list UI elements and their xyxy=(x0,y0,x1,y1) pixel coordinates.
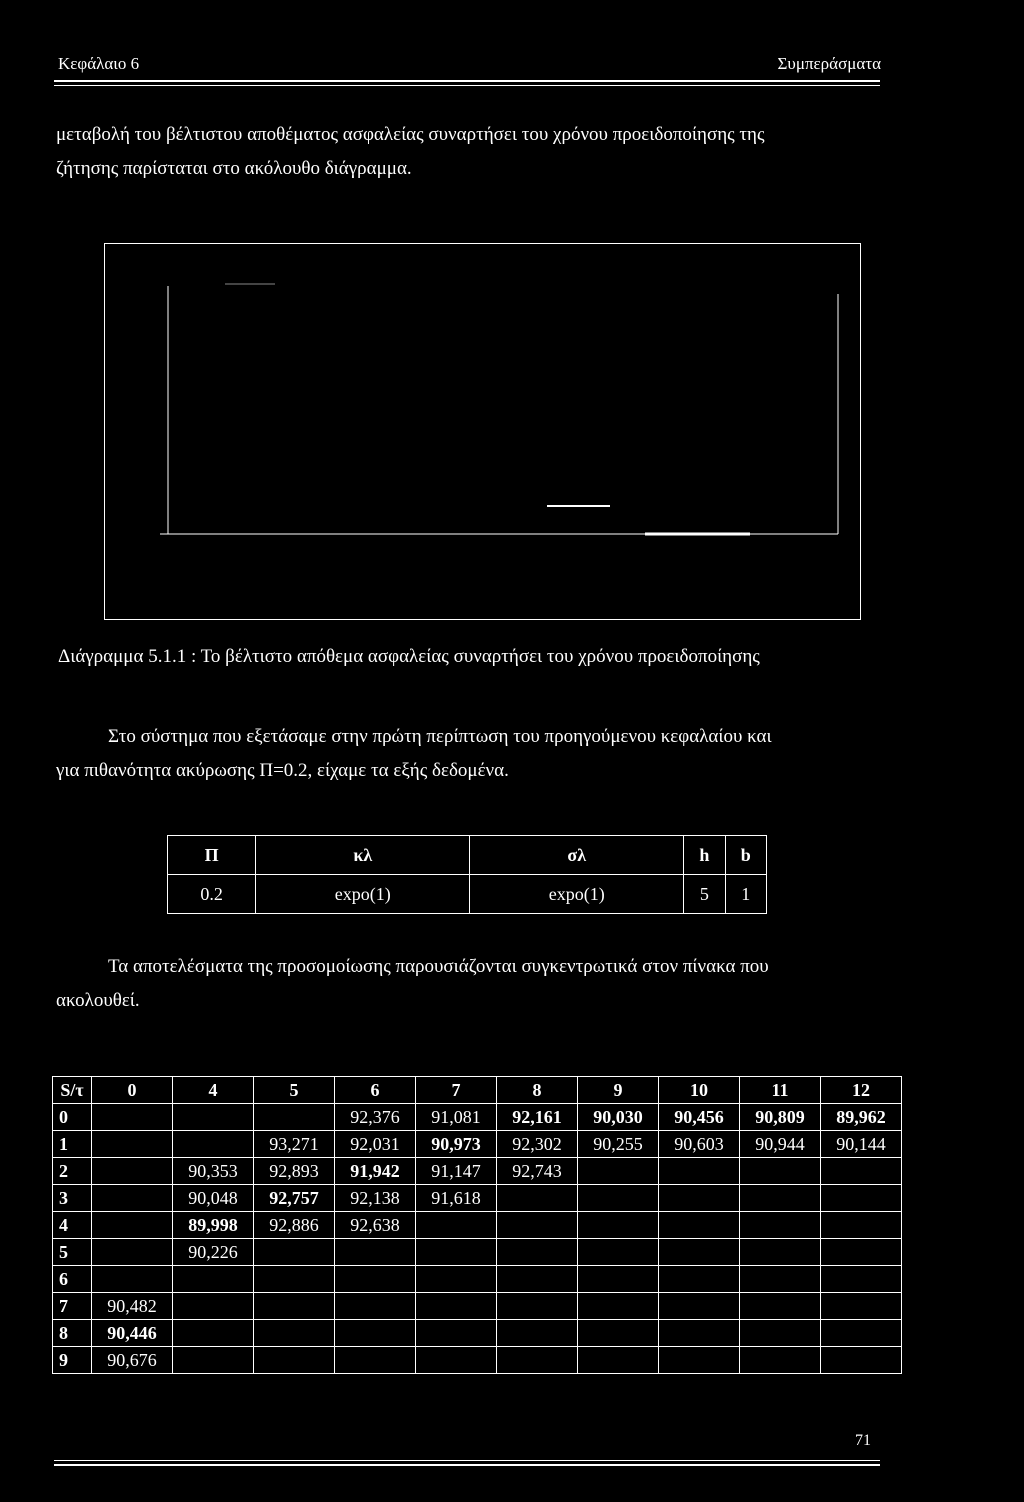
table-cell xyxy=(91,1104,172,1131)
table-cell xyxy=(577,1185,658,1212)
params-header: κλ xyxy=(256,836,470,875)
table-cell xyxy=(577,1158,658,1185)
table-cell xyxy=(496,1266,577,1293)
table-row xyxy=(53,1239,902,1266)
table-cell: 89,998 xyxy=(172,1212,253,1239)
table-cell xyxy=(739,1212,820,1239)
results-header-cell: 9 xyxy=(577,1077,658,1104)
table-cell: 90,482 xyxy=(91,1293,172,1320)
table-cell: 90,226 xyxy=(172,1239,253,1266)
table-cell: 92,757 xyxy=(253,1185,334,1212)
table-cell: 90,676 xyxy=(91,1347,172,1374)
table-cell: 91,147 xyxy=(415,1158,496,1185)
table-cell: 91,618 xyxy=(415,1185,496,1212)
table-cell: 90,144 xyxy=(820,1131,901,1158)
chart-image xyxy=(105,244,862,621)
row-label: 0 xyxy=(53,1104,92,1131)
results-header-cell: 4 xyxy=(172,1077,253,1104)
table-cell: 90,944 xyxy=(739,1131,820,1158)
table-cell xyxy=(496,1320,577,1347)
table-cell xyxy=(658,1239,739,1266)
table-cell xyxy=(415,1293,496,1320)
chapter-header: Κεφάλαιο 6 xyxy=(58,54,140,73)
table-cell: 91,081 xyxy=(415,1104,496,1131)
row-label: 8 xyxy=(53,1320,92,1347)
table-cell xyxy=(91,1239,172,1266)
para3-line-2: ακολουθεί. xyxy=(56,990,140,1011)
table-cell xyxy=(91,1185,172,1212)
table-cell xyxy=(415,1347,496,1374)
table-cell xyxy=(91,1212,172,1239)
row-label: 3 xyxy=(53,1185,92,1212)
results-header-cell: 8 xyxy=(496,1077,577,1104)
table-cell xyxy=(739,1266,820,1293)
row-label: 2 xyxy=(53,1158,92,1185)
params-header: σλ xyxy=(470,836,684,875)
params-value: expo(1) xyxy=(470,875,684,914)
table-cell: 92,302 xyxy=(496,1131,577,1158)
table-cell xyxy=(577,1266,658,1293)
table-cell xyxy=(253,1320,334,1347)
table-cell xyxy=(820,1239,901,1266)
table-cell xyxy=(658,1347,739,1374)
intro-line-1: μεταβολή του βέλτιστου αποθέματος ασφαλείας συναρτήσει του χρόνου προειδοποίησης της xyxy=(56,124,765,145)
results-header-cell: 10 xyxy=(658,1077,739,1104)
table-cell xyxy=(172,1266,253,1293)
para3-line-1: Τα αποτελέσματα της προσομοίωσης παρουσιάζονται συγκεντρωτικά στον πίνακα που xyxy=(108,956,769,977)
table-cell xyxy=(739,1239,820,1266)
table-cell xyxy=(496,1347,577,1374)
table-cell xyxy=(91,1266,172,1293)
table-cell xyxy=(415,1212,496,1239)
table-cell xyxy=(658,1293,739,1320)
table-cell xyxy=(253,1347,334,1374)
results-header-cell: 0 xyxy=(91,1077,172,1104)
table-cell: 90,048 xyxy=(172,1185,253,1212)
results-header-cell: S/τ xyxy=(53,1077,92,1104)
table-row xyxy=(53,1293,902,1320)
table-cell xyxy=(496,1212,577,1239)
table-cell xyxy=(820,1347,901,1374)
table-cell xyxy=(334,1239,415,1266)
table-cell xyxy=(334,1293,415,1320)
table-cell xyxy=(739,1320,820,1347)
results-header-row xyxy=(53,1077,902,1104)
table-cell xyxy=(334,1320,415,1347)
table-cell xyxy=(820,1266,901,1293)
table-cell xyxy=(172,1320,253,1347)
table-cell xyxy=(415,1239,496,1266)
table-row xyxy=(53,1320,902,1347)
table-cell: 90,446 xyxy=(91,1320,172,1347)
para2-line-2: για πιθανότητα ακύρωσης Π=0.2, είχαμε τα εξής δεδομένα. xyxy=(56,760,509,781)
table-cell: 90,456 xyxy=(658,1104,739,1131)
table-cell: 89,962 xyxy=(820,1104,901,1131)
table-cell: 92,161 xyxy=(496,1104,577,1131)
page-number: 71 xyxy=(855,1432,871,1449)
table-cell xyxy=(334,1266,415,1293)
table-cell: 90,353 xyxy=(172,1158,253,1185)
params-header: b xyxy=(725,836,766,875)
table-cell xyxy=(172,1347,253,1374)
results-header-cell: 11 xyxy=(739,1077,820,1104)
table-cell: 90,809 xyxy=(739,1104,820,1131)
chart-frame xyxy=(104,243,861,620)
table-row xyxy=(53,1185,902,1212)
params-header: h xyxy=(684,836,725,875)
table-cell xyxy=(172,1104,253,1131)
table-cell xyxy=(91,1158,172,1185)
table-cell: 90,030 xyxy=(577,1104,658,1131)
results-header-cell: 12 xyxy=(820,1077,901,1104)
header-rule xyxy=(54,80,880,82)
para2-line-1: Στο σύστημα που εξετάσαμε στην πρώτη περίπτωση του προηγούμενου κεφαλαίου και xyxy=(108,726,772,747)
table-row xyxy=(53,1266,902,1293)
chart-caption: Διάγραμμα 5.1.1 : Το βέλτιστο απόθεμα ασφαλείας συναρτήσει του χρόνου προειδοποίησης xyxy=(58,646,760,667)
table-cell xyxy=(91,1131,172,1158)
footer-rule-thin xyxy=(54,1460,880,1461)
table-row xyxy=(53,1347,902,1374)
table-cell xyxy=(739,1158,820,1185)
footer-rule xyxy=(54,1464,880,1466)
results-header-cell: 7 xyxy=(415,1077,496,1104)
table-cell xyxy=(820,1293,901,1320)
results-header-cell: 6 xyxy=(334,1077,415,1104)
table-cell xyxy=(739,1293,820,1320)
table-cell xyxy=(658,1158,739,1185)
table-cell xyxy=(577,1239,658,1266)
table-cell xyxy=(658,1266,739,1293)
table-cell xyxy=(577,1212,658,1239)
table-cell: 90,973 xyxy=(415,1131,496,1158)
params-header-row xyxy=(168,836,767,875)
table-cell: 92,893 xyxy=(253,1158,334,1185)
results-table xyxy=(52,1076,902,1374)
table-cell: 90,603 xyxy=(658,1131,739,1158)
table-cell xyxy=(253,1239,334,1266)
row-label: 4 xyxy=(53,1212,92,1239)
table-cell xyxy=(820,1158,901,1185)
results-header-cell: 5 xyxy=(253,1077,334,1104)
table-cell: 91,942 xyxy=(334,1158,415,1185)
table-row xyxy=(53,1104,902,1131)
table-cell: 92,138 xyxy=(334,1185,415,1212)
row-label: 7 xyxy=(53,1293,92,1320)
table-cell: 92,886 xyxy=(253,1212,334,1239)
table-cell xyxy=(496,1239,577,1266)
table-cell xyxy=(253,1266,334,1293)
params-value-row xyxy=(168,875,767,914)
intro-line-2: ζήτησης παρίσταται στο ακόλουθο διάγραμμα. xyxy=(56,158,412,179)
table-cell xyxy=(820,1185,901,1212)
table-cell xyxy=(658,1185,739,1212)
table-cell xyxy=(253,1293,334,1320)
section-header: Συμπεράσματα xyxy=(777,54,881,73)
table-cell xyxy=(658,1212,739,1239)
row-label: 5 xyxy=(53,1239,92,1266)
table-cell xyxy=(577,1347,658,1374)
table-cell: 92,031 xyxy=(334,1131,415,1158)
row-label: 6 xyxy=(53,1266,92,1293)
table-cell xyxy=(334,1347,415,1374)
table-cell xyxy=(739,1185,820,1212)
table-cell xyxy=(820,1212,901,1239)
params-value: 1 xyxy=(725,875,766,914)
table-cell xyxy=(577,1320,658,1347)
params-header: Π xyxy=(168,836,256,875)
table-cell: 90,255 xyxy=(577,1131,658,1158)
table-cell xyxy=(172,1131,253,1158)
row-label: 9 xyxy=(53,1347,92,1374)
table-cell xyxy=(496,1293,577,1320)
table-row xyxy=(53,1131,902,1158)
table-cell xyxy=(415,1266,496,1293)
table-cell xyxy=(415,1320,496,1347)
params-value: 0.2 xyxy=(168,875,256,914)
table-cell xyxy=(496,1185,577,1212)
params-value: expo(1) xyxy=(256,875,470,914)
table-cell: 92,638 xyxy=(334,1212,415,1239)
table-row xyxy=(53,1212,902,1239)
table-cell xyxy=(577,1293,658,1320)
table-cell xyxy=(253,1104,334,1131)
table-cell xyxy=(172,1293,253,1320)
table-row xyxy=(53,1158,902,1185)
table-cell xyxy=(739,1347,820,1374)
table-cell xyxy=(820,1320,901,1347)
table-cell: 92,743 xyxy=(496,1158,577,1185)
table-cell: 93,271 xyxy=(253,1131,334,1158)
table-cell xyxy=(658,1320,739,1347)
header-rule-thin xyxy=(54,85,880,86)
table-cell: 92,376 xyxy=(334,1104,415,1131)
params-value: 5 xyxy=(684,875,725,914)
row-label: 1 xyxy=(53,1131,92,1158)
params-table xyxy=(167,835,767,914)
